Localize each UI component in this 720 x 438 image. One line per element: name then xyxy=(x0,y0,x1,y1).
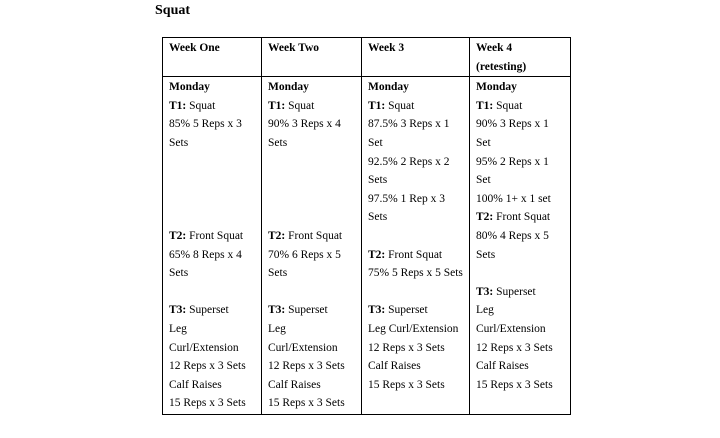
day-label: Monday xyxy=(169,81,210,94)
t1-set: 95% 2 Reps x 1 Set xyxy=(476,155,549,187)
t1-line xyxy=(476,97,564,116)
t2-exercise: Front Squat xyxy=(288,229,343,242)
header-row xyxy=(163,38,571,77)
t3-label: T3: xyxy=(169,304,187,317)
header-week-4: Week 4 (retesting) xyxy=(470,38,571,77)
day-label: Monday xyxy=(368,81,409,94)
t1-line xyxy=(268,97,355,116)
t3-exercise: Superset xyxy=(288,304,328,317)
t3-detail: Leg Curl/Extension xyxy=(476,304,546,335)
day-label: Monday xyxy=(476,81,517,94)
t2-set: 75% 5 Reps x 5 Sets xyxy=(368,267,463,280)
t1-label: T1: xyxy=(476,99,494,112)
t1-exercise: Squat xyxy=(288,99,315,112)
header-week-one: Week One xyxy=(163,38,262,77)
t3-label: T3: xyxy=(368,304,386,317)
week-3-cell xyxy=(362,77,470,415)
t3-label: T3: xyxy=(476,285,494,298)
t1-set: 100% 1+ x 1 set xyxy=(476,192,551,205)
t1-line xyxy=(368,97,463,116)
workout-table xyxy=(162,37,571,415)
t2-line xyxy=(268,227,355,246)
t1-exercise: Squat xyxy=(496,99,523,112)
page-title: Squat xyxy=(155,3,191,18)
t1-set: 90% 3 Reps x 4 Sets xyxy=(268,118,341,149)
t3-detail: 12 Reps x 3 Sets xyxy=(476,341,553,354)
t3-line xyxy=(476,283,564,302)
t2-line xyxy=(476,208,564,227)
t1-set: 92.5% 2 Reps x 2 Sets xyxy=(368,155,450,187)
t3-detail: 15 Reps x 3 Sets xyxy=(268,397,345,410)
t2-label: T2: xyxy=(476,211,494,224)
t3-detail: Calf Raises xyxy=(268,378,321,391)
t1-label: T1: xyxy=(368,99,386,112)
header-week-two: Week Two xyxy=(262,38,362,77)
t3-detail: 12 Reps x 3 Sets xyxy=(268,360,345,373)
t1-set: 97.5% 1 Rep x 3 Sets xyxy=(368,192,445,224)
t3-exercise: Superset xyxy=(496,285,536,298)
t3-detail: Leg Curl/Extension xyxy=(368,322,459,335)
t3-detail: Calf Raises xyxy=(476,360,529,373)
t3-exercise: Superset xyxy=(388,304,428,317)
t2-exercise: Front Squat xyxy=(496,211,551,224)
t3-detail: Calf Raises xyxy=(169,378,222,391)
t1-set: 85% 5 Reps x 3 Sets xyxy=(169,118,242,149)
week-two-cell xyxy=(262,77,362,415)
t2-line xyxy=(169,227,255,246)
t1-label: T1: xyxy=(169,99,187,112)
t1-line xyxy=(169,97,255,116)
t2-exercise: Front Squat xyxy=(388,248,443,261)
t3-line xyxy=(169,301,255,320)
t2-label: T2: xyxy=(268,229,286,242)
t2-set: 80% 4 Reps x 5 Sets xyxy=(476,229,549,261)
day-label: Monday xyxy=(268,81,309,94)
t3-detail: Leg Curl/Extension xyxy=(169,322,239,354)
week-4-cell xyxy=(470,77,571,415)
t1-set: 87.5% 3 Reps x 1 Set xyxy=(368,118,450,149)
t3-detail: 12 Reps x 3 Sets xyxy=(169,360,246,373)
t3-detail: 15 Reps x 3 Sets xyxy=(368,378,445,391)
t3-line xyxy=(368,301,463,320)
week-one-cell xyxy=(163,77,262,415)
t2-line xyxy=(368,246,463,265)
t3-detail: 15 Reps x 3 Sets xyxy=(169,397,246,410)
t3-detail: Calf Raises xyxy=(368,360,421,373)
t2-set: 70% 6 Reps x 5 Sets xyxy=(268,248,341,280)
table-row xyxy=(163,77,571,415)
t1-set: 90% 3 Reps x 1 Set xyxy=(476,118,549,149)
t3-line xyxy=(268,301,355,320)
t1-exercise: Squat xyxy=(189,99,216,112)
t2-set: 65% 8 Reps x 4 Sets xyxy=(169,248,242,280)
t3-detail: Leg Curl/Extension xyxy=(268,322,338,354)
t3-exercise: Superset xyxy=(189,304,229,317)
t3-label: T3: xyxy=(268,304,286,317)
t2-exercise: Front Squat xyxy=(189,229,244,242)
t2-label: T2: xyxy=(169,229,187,242)
t3-detail: 12 Reps x 3 Sets xyxy=(368,341,445,354)
t1-exercise: Squat xyxy=(388,99,415,112)
header-week-3: Week 3 xyxy=(362,38,470,77)
t1-label: T1: xyxy=(268,99,286,112)
t3-detail: 15 Reps x 3 Sets xyxy=(476,378,553,391)
t2-label: T2: xyxy=(368,248,386,261)
